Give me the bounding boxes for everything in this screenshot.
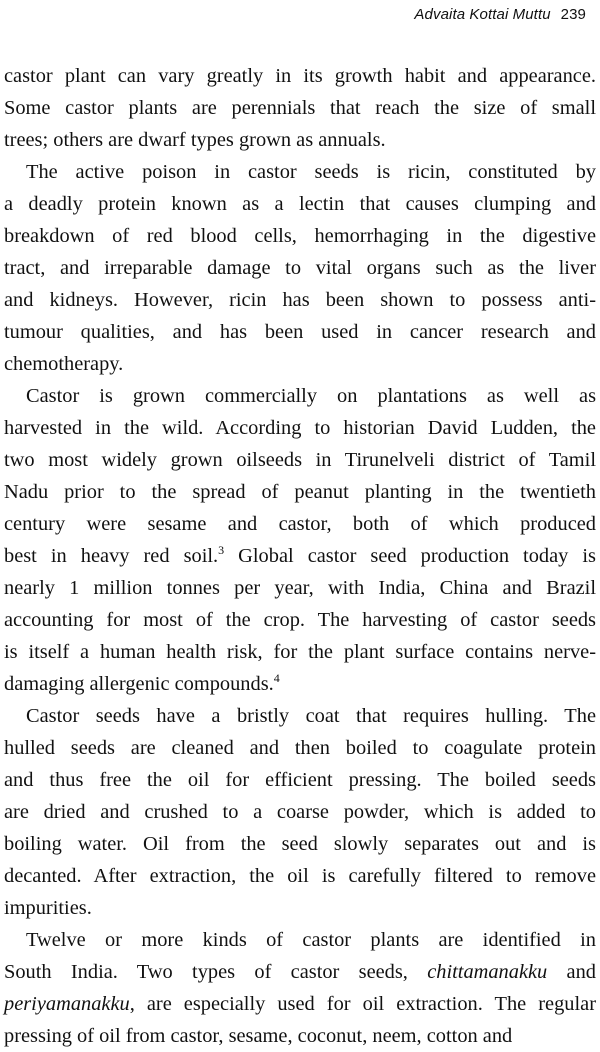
text-segment: and — [547, 961, 596, 983]
text-segment: , are especially used for oil extraction. The regular — [129, 993, 596, 1015]
text-line — [4, 956, 596, 988]
text-line: two most widely grown oilseeds in Tirunelveli district of Tamil — [4, 449, 596, 471]
footnote-marker[interactable]: 3 — [218, 543, 225, 558]
paragraph — [4, 60, 596, 156]
text-line: is itself a human health risk, for the plant surface contains nerve- — [4, 641, 596, 663]
text-line: century were sesame and castor, both of which produced — [4, 513, 596, 535]
text-line: nearly 1 million tonnes per year, with India, China and Brazil — [4, 577, 596, 599]
text-line: castor plant can vary greatly in its growth habit and appearance. — [4, 65, 596, 87]
text-line: and thus free the oil for efficient pressing. The boiled seeds — [4, 769, 596, 791]
paragraph — [4, 156, 596, 380]
text-line: tumour qualities, and has been used in cancer research and — [4, 321, 596, 343]
text-segment: best in heavy red soil. — [4, 545, 219, 567]
text-line — [4, 988, 596, 1020]
text-line: impurities. — [4, 897, 92, 919]
page-number: 239 — [560, 6, 586, 23]
footnote-marker[interactable]: 4 — [273, 671, 280, 686]
text-line: Castor seeds have a bristly coat that requires hulling. The — [26, 705, 596, 727]
italic-term: chittamanakku — [427, 961, 548, 983]
paragraph — [4, 700, 596, 924]
text-line: Twelve or more kinds of castor plants are identified in — [26, 929, 596, 951]
text-line: chemotherapy. — [4, 353, 124, 375]
running-title: Advaita Kottai Muttu — [414, 6, 551, 23]
text-line: a deadly protein known as a lectin that causes clumping and — [4, 193, 596, 215]
text-segment: South India. Two types of castor seeds, — [4, 961, 428, 983]
text-line: and kidneys. However, ricin has been shown to possess anti- — [4, 289, 596, 311]
text-line: decanted. After extraction, the oil is carefully filtered to remove — [4, 865, 596, 887]
paragraph — [4, 924, 596, 1052]
text-segment: Global castor seed production today is — [224, 545, 596, 567]
body-text — [4, 60, 596, 1052]
running-head — [414, 6, 586, 23]
text-line: The active poison in castor seeds is ricin, constituted by — [26, 161, 596, 183]
italic-term: periyamanakku — [4, 993, 130, 1015]
text-line: boiling water. Oil from the seed slowly separates out and is — [4, 833, 596, 855]
text-line — [4, 668, 596, 700]
text-line: breakdown of red blood cells, hemorrhaging in the digestive — [4, 225, 596, 247]
text-line: trees; others are dwarf types grown as annuals. — [4, 129, 386, 151]
text-line: Castor is grown commercially on plantations as well as — [26, 385, 596, 407]
paragraph — [4, 380, 596, 700]
text-line: tract, and irreparable damage to vital organs such as the liver — [4, 257, 596, 279]
text-line: accounting for most of the crop. The harvesting of castor seeds — [4, 609, 596, 631]
text-line — [4, 540, 596, 572]
text-line: Some castor plants are perennials that reach the size of small — [4, 97, 596, 119]
text-segment: damaging allergenic compounds. — [4, 673, 274, 695]
text-line: Nadu prior to the spread of peanut planting in the twentieth — [4, 481, 596, 503]
text-line: are dried and crushed to a coarse powder, which is added to — [4, 801, 596, 823]
text-line: pressing of oil from castor, sesame, coconut, neem, cotton and — [4, 1025, 513, 1047]
text-line: harvested in the wild. According to historian David Ludden, the — [4, 417, 596, 439]
text-line: hulled seeds are cleaned and then boiled to coagulate protein — [4, 737, 596, 759]
